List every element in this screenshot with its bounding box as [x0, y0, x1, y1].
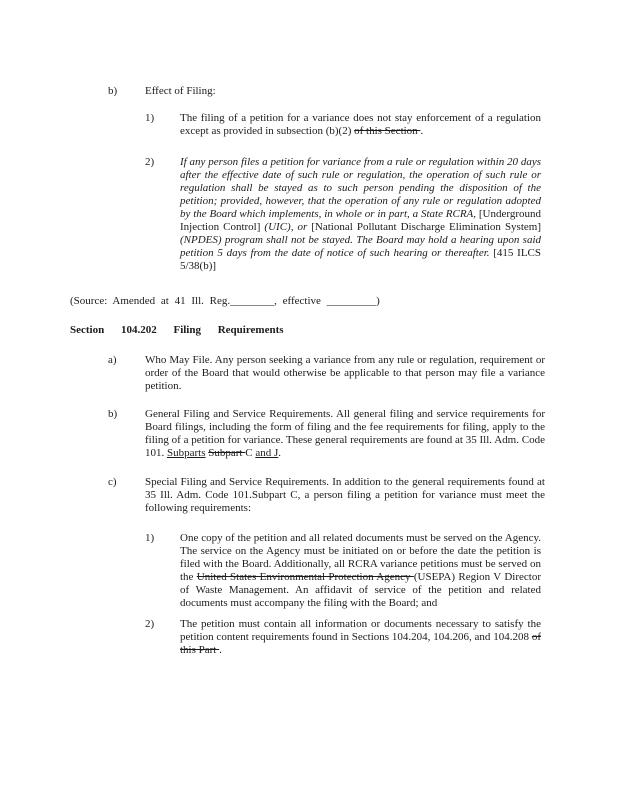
- paragraph-text: [145, 85, 545, 98]
- item-a-who-may-file: [0, 354, 618, 393]
- text-run: of this Section: [354, 125, 421, 137]
- text-run: The petition must contain all information or documents necessary to satisfy the petition content requirements found in Sections 104.204, 104.206, and 104.208: [180, 618, 541, 643]
- text-run: [415 ILCS 5/38(b)]: [180, 247, 542, 272]
- section-heading: [0, 324, 618, 337]
- text-run: General Filing and Service Requirements. All general filing and service requirements for Board filings, including the form of filing and the fee requirements for filing, apply to the filing of a petition for variance. These general requirements are found at 35 Ill. Adm. Code 101.: [145, 408, 545, 459]
- text-run: .: [278, 447, 281, 459]
- text-run: (Source: Amended at 41 Ill. Reg.: [70, 295, 231, 307]
- text-run: ________: [230, 295, 275, 307]
- text-run: Section 104.202 Filing Requirements: [70, 324, 284, 336]
- text-run: _________: [326, 295, 377, 307]
- paragraph-text: [180, 156, 541, 273]
- text-run: .: [420, 125, 424, 137]
- text-run: Special Filing and Service Requirements. In addition to the general requirements found at 35 Ill. Adm. Code 101.Subpart C, a person filing a petition for variance must meet the following requirements:: [145, 476, 545, 514]
- list-label: b): [108, 408, 118, 420]
- list-label: b): [108, 85, 118, 97]
- text-run: (NPDES) program shall not be stayed. The Board may hold a hearing upon said petition 5 days from the date of notice of such hearing or thereafter.: [180, 234, 541, 259]
- text-run: United States Environmental Protection Agency: [196, 571, 414, 583]
- text-run: Who May File. Any person seeking a variance from any rule or regulation, requirement or order of the Board that would otherwise be applicable to that person may file a variance petition.: [145, 354, 545, 392]
- item-c1-service-copy: [0, 532, 618, 610]
- text-run: If any person files a petition for variance from a rule or regulation within 20 days after the effective date of such rule or regulation, the operation of such rule or regulation shall be stayed as to such person pending the disposition of the petition; provided, however, that the operation of any rule or regulation adopted by the Board which implements, in whole or in part, a State RCRA,: [180, 156, 541, 220]
- list-label: 1): [145, 532, 155, 544]
- list-label: 2): [145, 618, 155, 630]
- paragraph-text: [70, 324, 550, 337]
- list-label: a): [108, 354, 117, 366]
- item-b1-no-stay: [0, 112, 618, 138]
- item-b2-stay-provision: [0, 156, 618, 273]
- text-run: Effect of Filing:: [145, 85, 216, 97]
- text-run: One copy of the petition and all related documents must be served on the Agency. The service on the Agency must be initiated on or before the date the petition is filed with the Board. Additionally, all RCRA variance petitions must be served on the: [180, 532, 541, 583]
- text-run: (UIC), or: [260, 221, 312, 233]
- text-run: , effective: [274, 295, 327, 307]
- paragraph-text: [180, 112, 541, 138]
- paragraph-text: [145, 354, 545, 393]
- text-run: Subpart: [208, 447, 246, 459]
- source-note: [0, 295, 618, 308]
- paragraph-text: [145, 476, 545, 515]
- text-run: [Underground Injection Control]: [180, 208, 541, 233]
- list-label: 2): [145, 156, 155, 168]
- paragraph-text: [70, 295, 550, 308]
- paragraph-text: [180, 532, 541, 610]
- text-run: and J: [255, 447, 279, 459]
- text-run: (USEPA) Region V Director of Waste Management. An affidavit of service of the petition and related documents must accompany the filing with the Board; and: [180, 571, 541, 609]
- item-c2-petition-content: [0, 618, 618, 657]
- list-label: 1): [145, 112, 155, 124]
- item-b-general-filing: [0, 408, 618, 460]
- text-run: [National Pollutant Discharge Elimination System]: [311, 221, 541, 233]
- text-run: ): [376, 295, 380, 307]
- text-run: of this Part: [180, 631, 541, 656]
- text-run: The filing of a petition for a variance does not stay enforcement of a regulation except as provided in subsection (b)(2): [180, 112, 541, 137]
- text-run: Subparts: [167, 447, 206, 459]
- item-b-effect-of-filing: [0, 85, 618, 98]
- item-c-special-filing: [0, 476, 618, 515]
- text-run: .: [219, 644, 222, 656]
- paragraph-text: [145, 408, 545, 460]
- list-label: c): [108, 476, 117, 488]
- text-run: C: [245, 447, 256, 459]
- paragraph-text: [180, 618, 541, 657]
